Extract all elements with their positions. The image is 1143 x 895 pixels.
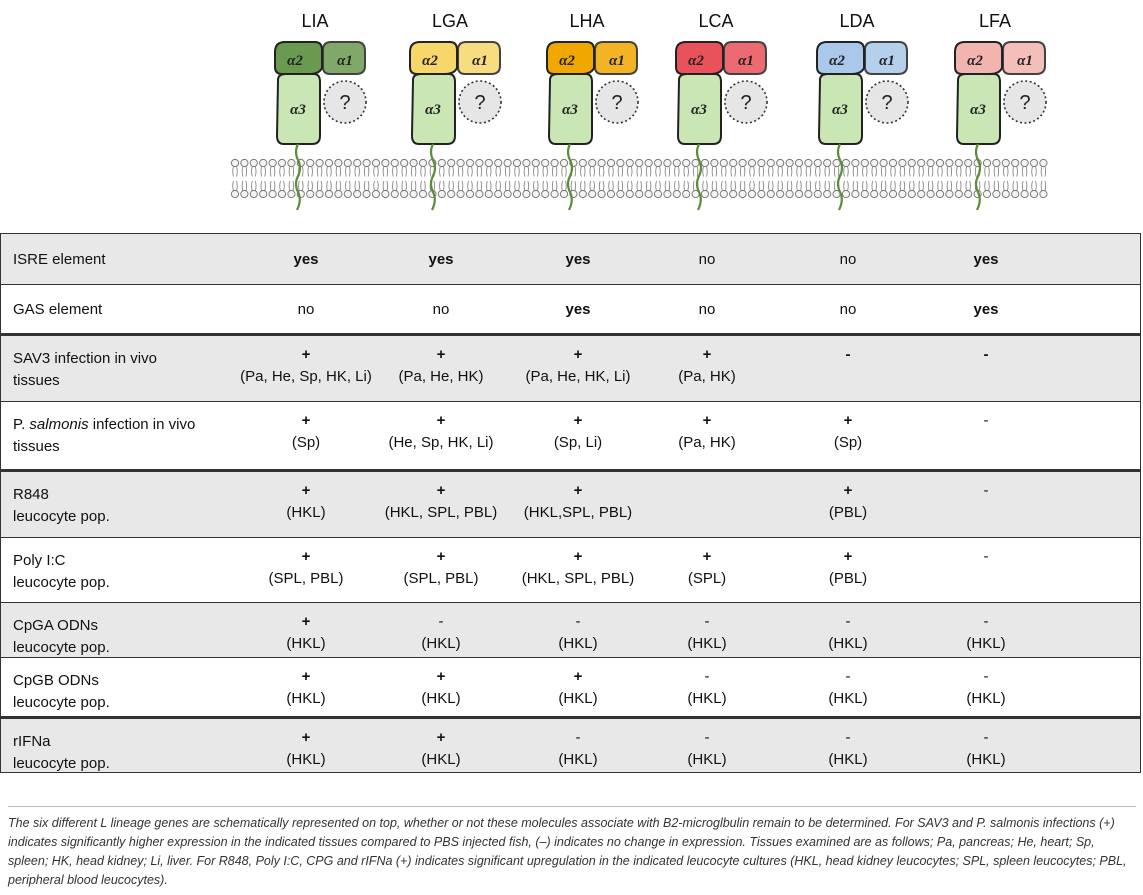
- table-cell: no: [698, 301, 716, 318]
- unknown-label: ?: [611, 92, 623, 114]
- unknown-label: ?: [1019, 92, 1031, 114]
- tissue-list: (PBL): [828, 504, 868, 521]
- expression-sign: +: [301, 729, 311, 746]
- expression-sign: -: [704, 668, 710, 685]
- table-cell: [768, 727, 928, 771]
- table-cell: [361, 410, 521, 454]
- alpha1-label: α1: [738, 53, 754, 69]
- tissue-list: (HKL): [558, 635, 598, 652]
- molecule-lca: [676, 11, 767, 210]
- tissue-list: (HKL): [558, 690, 598, 707]
- gene-label: LIA: [301, 11, 329, 31]
- row-label-line: Poly I:C: [13, 552, 66, 569]
- tissue-list: (HKL): [421, 690, 461, 707]
- unknown-label: ?: [740, 92, 752, 114]
- table-cell: [627, 666, 787, 710]
- table-cell: [768, 666, 928, 710]
- table-row: [0, 658, 1141, 717]
- unknown-label: ?: [474, 92, 486, 114]
- table-cell: yes: [565, 251, 591, 268]
- alpha1-label: α1: [609, 53, 625, 69]
- table-cell: no: [839, 251, 857, 268]
- expression-sign: +: [301, 613, 311, 630]
- tissue-list: (Sp, Li): [553, 434, 603, 451]
- tissue-list: (SPL, PBL): [403, 570, 479, 587]
- tissue-list: (SPL): [687, 570, 727, 587]
- expression-sign: [627, 480, 787, 502]
- alpha3-label: α3: [425, 102, 441, 118]
- expression-sign: +: [301, 668, 311, 685]
- table-cell: yes: [293, 251, 319, 268]
- tissue-list: (HKL): [286, 751, 326, 768]
- molecule-lfa: [955, 11, 1046, 210]
- row-label: [13, 348, 233, 392]
- table-row: [0, 334, 1141, 402]
- expression-sign: +: [301, 482, 311, 499]
- transmembrane-tail: [431, 144, 435, 210]
- expression-sign: +: [573, 346, 583, 363]
- tissue-list: (HKL): [966, 635, 1006, 652]
- gene-label: LHA: [569, 11, 605, 31]
- molecule-lda: [817, 11, 908, 210]
- row-label-line: tissues: [13, 372, 60, 389]
- expression-sign: -: [575, 729, 581, 746]
- table-row: [0, 538, 1141, 603]
- table-cell: no: [698, 251, 716, 268]
- table-cell: [627, 546, 787, 590]
- table-cell: [906, 727, 1066, 771]
- alpha2-label: α2: [829, 53, 845, 69]
- expression-sign: +: [436, 729, 446, 746]
- expression-sign: +: [301, 548, 311, 565]
- expression-sign: +: [843, 482, 853, 499]
- row-label-line: rIFNa: [13, 733, 51, 750]
- alpha2-label: α2: [287, 53, 303, 69]
- caption-divider: [8, 806, 1136, 807]
- tissue-list: (HKL): [286, 504, 326, 521]
- table-row: [0, 233, 1141, 285]
- row-label: [13, 249, 233, 271]
- transmembrane-tail: [838, 144, 842, 210]
- expression-sign: -: [983, 482, 989, 499]
- tissue-list: (HKL): [421, 635, 461, 652]
- cell-membrane: [231, 159, 1047, 197]
- tissue-list: (HKL): [687, 635, 727, 652]
- table-cell: [768, 611, 928, 655]
- row-label-line: P. salmonis infection in vivo: [13, 416, 196, 433]
- expression-sign: -: [845, 668, 851, 685]
- tissue-list: (PBL): [828, 570, 868, 587]
- expression-sign: -: [704, 613, 710, 630]
- expression-sign: +: [843, 548, 853, 565]
- expression-sign: -: [575, 613, 581, 630]
- alpha3-label: α3: [562, 102, 578, 118]
- expression-sign: -: [845, 346, 851, 363]
- tissue-list: (Pa, HK): [678, 368, 736, 385]
- row-label-line: leucocyte pop.: [13, 755, 110, 772]
- row-label: [13, 731, 233, 775]
- table-cell: [906, 344, 1066, 366]
- table-cell: [906, 546, 1066, 568]
- transmembrane-tail: [976, 144, 980, 210]
- expression-sign: +: [436, 548, 446, 565]
- transmembrane-tail: [568, 144, 572, 210]
- expression-sign: -: [845, 613, 851, 630]
- table-cell: [361, 344, 521, 388]
- tissue-list: (HKL): [966, 690, 1006, 707]
- row-label-line: SAV3 infection in vivo: [13, 350, 157, 367]
- table-cell: [627, 344, 787, 388]
- alpha2-label: α2: [422, 53, 438, 69]
- molecule-lia: [275, 11, 366, 210]
- row-label: [13, 670, 233, 714]
- unknown-label: ?: [339, 92, 351, 114]
- tissue-list: (Sp): [291, 434, 321, 451]
- tissue-list: (HKL): [828, 635, 868, 652]
- row-label-line: CpGB ODNs: [13, 672, 99, 689]
- expression-sign: +: [702, 346, 712, 363]
- alpha2-label: α2: [688, 53, 704, 69]
- table-cell: [361, 727, 521, 771]
- alpha1-label: α1: [1017, 53, 1033, 69]
- table-cell: [627, 611, 787, 655]
- table-cell: [627, 480, 787, 502]
- row-label-line: leucocyte pop.: [13, 639, 110, 656]
- table-cell: [768, 410, 928, 454]
- gene-label: LFA: [978, 11, 1012, 31]
- table-row: [0, 402, 1141, 470]
- tissue-list: (Pa, HK): [678, 434, 736, 451]
- gene-label: LDA: [839, 11, 875, 31]
- expression-sign: -: [983, 412, 989, 429]
- table-cell: [361, 480, 521, 524]
- tissue-list: (Pa, He, HK, Li): [525, 368, 631, 385]
- table-cell: no: [297, 301, 315, 318]
- transmembrane-tail: [697, 144, 701, 210]
- alpha1-label: α1: [337, 53, 353, 69]
- alpha3-label: α3: [691, 102, 707, 118]
- gene-label: LCA: [698, 11, 734, 31]
- expression-sign: -: [983, 668, 989, 685]
- row-label: [13, 414, 233, 458]
- table-cell: [361, 666, 521, 710]
- row-label: [13, 615, 233, 659]
- alpha2-label: α2: [967, 53, 983, 69]
- tissue-list: (Pa, He, HK): [398, 368, 484, 385]
- expression-sign: +: [301, 412, 311, 429]
- expression-sign: +: [702, 412, 712, 429]
- expression-sign: +: [301, 346, 311, 363]
- row-label: [13, 550, 233, 594]
- table-row: [0, 717, 1141, 773]
- row-label-line: tissues: [13, 438, 60, 455]
- table-cell: [361, 611, 521, 655]
- expression-sign: +: [702, 548, 712, 565]
- tissue-list: (He, Sp, HK, Li): [388, 434, 494, 451]
- l-lineage-schematic: [0, 0, 1143, 232]
- table-cell: [768, 480, 928, 524]
- tissue-list: (HKL): [828, 751, 868, 768]
- row-label-line: leucocyte pop.: [13, 694, 110, 711]
- molecule-lha: [547, 11, 638, 210]
- tissue-list: (HKL, SPL, PBL): [521, 570, 635, 587]
- table-row: [0, 470, 1141, 538]
- tissue-list: (HKL): [687, 690, 727, 707]
- table-cell: [906, 480, 1066, 502]
- alpha3-label: α3: [970, 102, 986, 118]
- row-label: [13, 484, 233, 528]
- table-cell: yes: [973, 301, 999, 318]
- table-cell: [768, 546, 928, 590]
- expression-sign: +: [573, 548, 583, 565]
- tissue-list: (HKL): [558, 751, 598, 768]
- row-label-line: R848: [13, 486, 49, 503]
- tissue-list: (HKL): [687, 751, 727, 768]
- molecule-lga: [410, 11, 501, 210]
- expression-sign: -: [983, 613, 989, 630]
- expression-sign: -: [704, 729, 710, 746]
- table-cell: no: [839, 301, 857, 318]
- tissue-list: (HKL, SPL, PBL): [384, 504, 498, 521]
- table-row: [0, 603, 1141, 658]
- tissue-list: (Pa, He, Sp, HK, Li): [240, 368, 372, 385]
- tissue-list: (HKL): [966, 751, 1006, 768]
- expression-sign: +: [436, 346, 446, 363]
- expression-sign: +: [436, 412, 446, 429]
- table-cell: [768, 344, 928, 366]
- tissue-list: (HKL,SPL, PBL): [523, 504, 633, 521]
- alpha3-label: α3: [290, 102, 306, 118]
- table-cell: [627, 727, 787, 771]
- expression-sign: -: [983, 346, 989, 363]
- tissue-list: (SPL, PBL): [268, 570, 344, 587]
- tissue-list: (HKL): [828, 690, 868, 707]
- expression-sign: +: [573, 668, 583, 685]
- table-cell: yes: [973, 251, 999, 268]
- transmembrane-tail: [296, 144, 300, 210]
- table-caption: The six different L lineage genes are schematically represented on top, whether or not these molecules associate with B2-microglbulin remain to be determined. For SAV3 and P. salmonis infections (+) indicates significantly higher expression in the indicated tissues compared to PBS injected fish, (–) indicates no change in expression. Tissues examined are as follows; Pa, pancreas; He, heart; Sp, spleen; HK, head kidney; Li, liver. For R848, Poly I:C, CPG and rIFNa (+) indicates significant upregulation in the indicated leucocyte cultures (HKL, head kidney leucocytes; SPL, spleen leucocytes; PBL, peripheral blood leucocytes).: [8, 816, 1127, 887]
- expression-sign: -: [983, 548, 989, 565]
- table-cell: [361, 546, 521, 590]
- table-cell: yes: [565, 301, 591, 318]
- expression-sign: -: [845, 729, 851, 746]
- expression-sign: -: [983, 729, 989, 746]
- table-row: [0, 285, 1141, 334]
- expression-sign: +: [436, 482, 446, 499]
- gene-label: LGA: [431, 11, 469, 31]
- expression-sign: +: [573, 482, 583, 499]
- alpha1-label: α1: [472, 53, 488, 69]
- table-cell: [906, 666, 1066, 710]
- expression-sign: +: [573, 412, 583, 429]
- table-cell: yes: [428, 251, 454, 268]
- molecules: [275, 11, 1046, 210]
- row-label-line: leucocyte pop.: [13, 508, 110, 525]
- unknown-label: ?: [881, 92, 893, 114]
- row-label-line: ISRE element: [13, 251, 106, 268]
- tissue-list: (HKL): [286, 635, 326, 652]
- tissue-list: (HKL): [421, 751, 461, 768]
- tissue-list: (HKL): [286, 690, 326, 707]
- row-label-line: leucocyte pop.: [13, 574, 110, 591]
- expression-sign: -: [438, 613, 444, 630]
- alpha1-label: α1: [879, 53, 895, 69]
- row-label: [13, 299, 233, 321]
- expression-sign: +: [843, 412, 853, 429]
- table-cell: [906, 410, 1066, 432]
- tissue-list: (Sp): [833, 434, 863, 451]
- alpha3-label: α3: [832, 102, 848, 118]
- table-cell: no: [432, 301, 450, 318]
- table-cell: [627, 410, 787, 454]
- row-label-line: CpGA ODNs: [13, 617, 99, 634]
- row-label-line: GAS element: [13, 301, 103, 318]
- table-cell: [906, 611, 1066, 655]
- alpha2-label: α2: [559, 53, 575, 69]
- expression-sign: +: [436, 668, 446, 685]
